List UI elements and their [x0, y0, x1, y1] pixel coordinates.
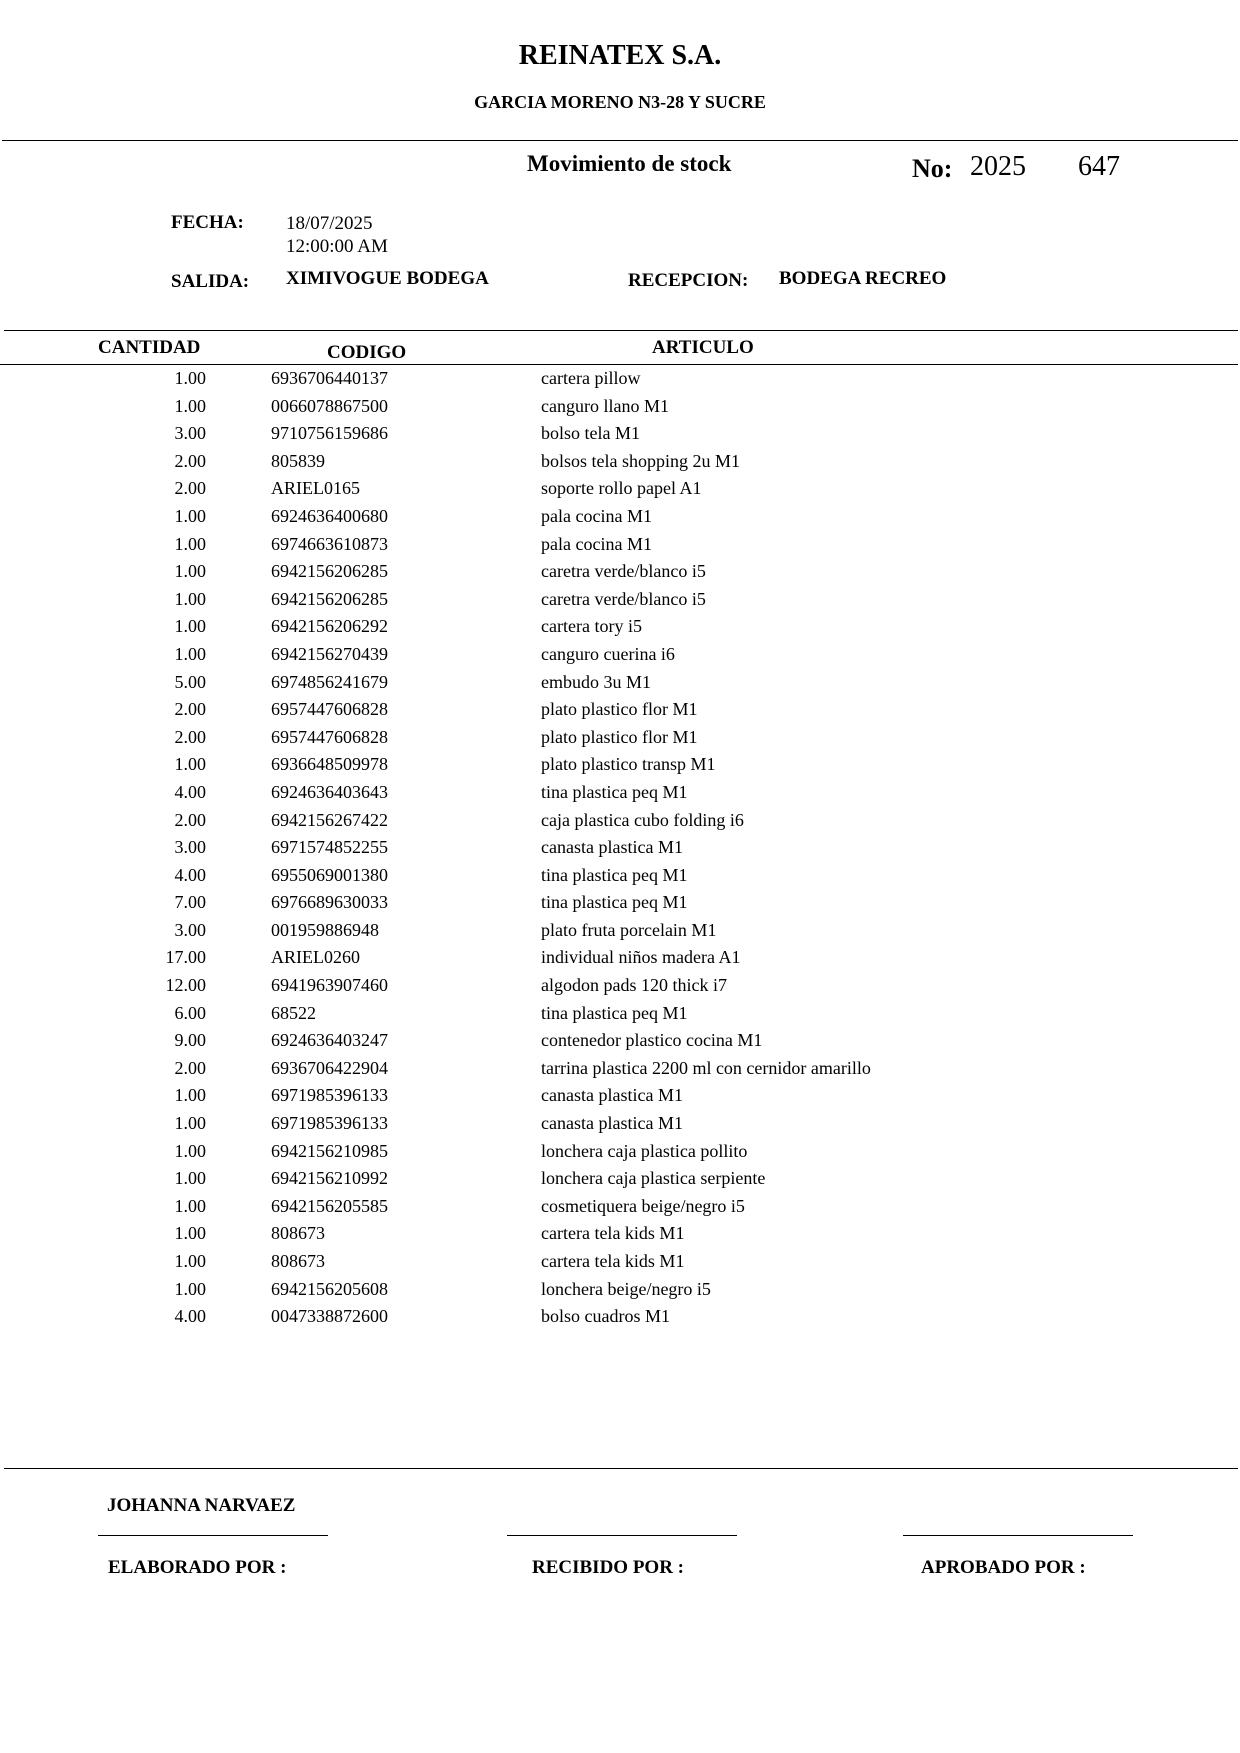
row-quantity: 2.00 [174, 699, 206, 720]
row-quantity: 1.00 [174, 754, 206, 775]
table-row [0, 1304, 1240, 1332]
row-article: tina plastica peq M1 [541, 1002, 688, 1023]
row-code: 6955069001380 [271, 864, 388, 885]
row-quantity: 2.00 [174, 478, 206, 499]
signature-line-aprobado [903, 1535, 1133, 1536]
row-article: contenedor plastico cocina M1 [541, 1030, 763, 1051]
row-quantity: 3.00 [174, 423, 206, 444]
table-row [0, 1277, 1240, 1305]
row-article: bolsos tela shopping 2u M1 [541, 450, 741, 471]
row-code: 0066078867500 [271, 395, 388, 416]
document-number-label: No: [912, 154, 953, 183]
row-code: 6942156205585 [271, 1195, 388, 1216]
row-code: 6971985396133 [271, 1085, 388, 1106]
row-quantity: 3.00 [174, 919, 206, 940]
row-article: cosmetiquera beige/negro i5 [541, 1195, 745, 1216]
row-quantity: 1.00 [174, 1113, 206, 1134]
row-quantity: 6.00 [174, 1002, 206, 1023]
row-article: tarrina plastica 2200 ml con cernidor amarillo [541, 1057, 871, 1078]
row-quantity: 1.00 [174, 1223, 206, 1244]
table-row [0, 614, 1240, 642]
table-row [0, 725, 1240, 753]
table-row [0, 449, 1240, 477]
row-article: lonchera caja plastica pollito [541, 1140, 748, 1161]
row-code: 6942156206292 [271, 616, 388, 637]
row-code: 001959886948 [271, 919, 379, 940]
row-code: 6971985396133 [271, 1113, 388, 1134]
row-quantity: 1.00 [174, 368, 206, 388]
header-divider [2, 140, 1238, 141]
row-code: 9710756159686 [271, 423, 388, 444]
row-quantity: 1.00 [174, 1168, 206, 1189]
row-article: tina plastica peq M1 [541, 781, 688, 802]
row-code: 6924636403643 [271, 781, 388, 802]
row-article: embudo 3u M1 [541, 671, 651, 692]
row-code: 6924636400680 [271, 505, 388, 526]
table-row [0, 1139, 1240, 1167]
row-code: 6942156205608 [271, 1278, 388, 1299]
document-year: 2025 [970, 151, 1026, 182]
table-row [0, 1001, 1240, 1029]
table-row [0, 697, 1240, 725]
row-quantity: 9.00 [174, 1030, 206, 1051]
row-code: 6974663610873 [271, 533, 388, 554]
table-row [0, 945, 1240, 973]
row-quantity: 1.00 [174, 395, 206, 416]
recepcion-value: BODEGA RECREO [779, 268, 947, 289]
signature-line-recibido [507, 1535, 737, 1536]
table-row [0, 1166, 1240, 1194]
row-article: cartera tory i5 [541, 616, 642, 637]
table-row [0, 1249, 1240, 1277]
row-quantity: 1.00 [174, 561, 206, 582]
row-code: 6942156267422 [271, 809, 388, 830]
row-quantity: 3.00 [174, 837, 206, 858]
table-row [0, 587, 1240, 615]
row-code: 6942156210992 [271, 1168, 388, 1189]
table-header-top-line [4, 330, 1238, 331]
row-code: 805839 [271, 450, 325, 471]
row-article: bolso tela M1 [541, 423, 640, 444]
row-article: individual niños madera A1 [541, 947, 741, 968]
column-header-codigo: CODIGO [327, 342, 407, 363]
row-article: plato plastico flor M1 [541, 699, 698, 720]
document-title: Movimiento de stock [527, 151, 732, 176]
row-article: caretra verde/blanco i5 [541, 561, 706, 582]
salida-label: SALIDA: [171, 271, 250, 292]
row-article: canguro llano M1 [541, 395, 669, 416]
row-quantity: 1.00 [174, 505, 206, 526]
row-code: 0047338872600 [271, 1306, 388, 1327]
salida-value: XIMIVOGUE BODEGA [286, 268, 489, 289]
row-quantity: 2.00 [174, 726, 206, 747]
table-row [0, 808, 1240, 836]
row-article: canasta plastica M1 [541, 1113, 683, 1134]
row-quantity: 17.00 [165, 947, 206, 968]
row-article: cartera pillow [541, 368, 641, 388]
row-article: lonchera beige/negro i5 [541, 1278, 711, 1299]
recepcion-label: RECEPCION: [628, 270, 749, 291]
fecha-time: 12:00:00 AM [286, 236, 388, 257]
row-code: 6942156206285 [271, 588, 388, 609]
aprobado-label: APROBADO POR : [921, 1557, 1086, 1578]
table-row [0, 1083, 1240, 1111]
table-row [0, 476, 1240, 504]
row-code: 68522 [271, 1002, 316, 1023]
row-code: 6971574852255 [271, 837, 388, 858]
company-name: REINATEX S.A. [518, 40, 722, 71]
row-article: plato plastico transp M1 [541, 754, 716, 775]
signature-line-elaborado [98, 1535, 328, 1536]
row-quantity: 1.00 [174, 616, 206, 637]
row-quantity: 1.00 [174, 588, 206, 609]
row-quantity: 1.00 [174, 533, 206, 554]
row-article: pala cocina M1 [541, 533, 652, 554]
table-row [0, 1221, 1240, 1249]
row-code: ARIEL0260 [271, 947, 360, 968]
row-code: 6957447606828 [271, 726, 388, 747]
table-row [0, 752, 1240, 780]
fecha-date: 18/07/2025 [286, 213, 373, 234]
row-quantity: 1.00 [174, 1085, 206, 1106]
table-row [0, 394, 1240, 422]
table-row [0, 835, 1240, 863]
table-row [0, 973, 1240, 1001]
row-code: 6942156206285 [271, 561, 388, 582]
row-quantity: 2.00 [174, 809, 206, 830]
row-code: 6976689630033 [271, 892, 388, 913]
row-quantity: 1.00 [174, 1195, 206, 1216]
table-row [0, 421, 1240, 449]
row-quantity: 1.00 [174, 643, 206, 664]
row-article: soporte rollo papel A1 [541, 478, 702, 499]
row-code: 6942156270439 [271, 643, 388, 664]
elaborado-label: ELABORADO POR : [108, 1557, 287, 1578]
row-quantity: 2.00 [174, 450, 206, 471]
row-quantity: 4.00 [174, 864, 206, 885]
row-article: plato fruta porcelain M1 [541, 919, 717, 940]
column-header-cantidad: CANTIDAD [98, 337, 201, 358]
row-code: 6936648509978 [271, 754, 388, 775]
row-code: 808673 [271, 1223, 325, 1244]
row-code: 6942156210985 [271, 1140, 388, 1161]
fecha-label: FECHA: [171, 212, 244, 233]
table-row [0, 670, 1240, 698]
company-address: GARCIA MORENO N3-28 Y SUCRE [474, 92, 766, 112]
row-article: cartera tela kids M1 [541, 1251, 685, 1271]
row-article: plato plastico flor M1 [541, 726, 698, 747]
row-quantity: 1.00 [174, 1251, 206, 1271]
table-row [0, 1194, 1240, 1222]
row-article: tina plastica peq M1 [541, 892, 688, 913]
table-row [0, 863, 1240, 891]
row-code: ARIEL0165 [271, 478, 360, 499]
table-row [0, 559, 1240, 587]
row-code: 6941963907460 [271, 975, 388, 996]
table-row [0, 1056, 1240, 1084]
row-code: 6936706440137 [271, 368, 388, 388]
row-article: caja plastica cubo folding i6 [541, 809, 744, 830]
row-code: 6974856241679 [271, 671, 388, 692]
row-code: 6924636403247 [271, 1030, 388, 1051]
document-number: 647 [1078, 151, 1120, 182]
row-quantity: 5.00 [174, 671, 206, 692]
table-row [0, 890, 1240, 918]
table-row [0, 366, 1240, 394]
footer-divider [4, 1468, 1238, 1469]
row-article: algodon pads 120 thick i7 [541, 975, 727, 996]
row-article: canguro cuerina i6 [541, 643, 675, 664]
table-row [0, 504, 1240, 532]
row-code: 6936706422904 [271, 1057, 388, 1078]
row-article: caretra verde/blanco i5 [541, 588, 706, 609]
elaborado-name: JOHANNA NARVAEZ [107, 1495, 296, 1516]
row-article: lonchera caja plastica serpiente [541, 1168, 766, 1189]
row-quantity: 1.00 [174, 1140, 206, 1161]
row-quantity: 1.00 [174, 1278, 206, 1299]
table-row [0, 532, 1240, 560]
row-article: canasta plastica M1 [541, 1085, 683, 1106]
recibido-label: RECIBIDO POR : [532, 1557, 685, 1578]
row-quantity: 7.00 [174, 892, 206, 913]
row-article: canasta plastica M1 [541, 837, 683, 858]
row-code: 6957447606828 [271, 699, 388, 720]
column-header-articulo: ARTICULO [652, 337, 754, 358]
table-header-bottom-line [0, 364, 1238, 365]
row-quantity: 4.00 [174, 1306, 206, 1327]
table-row [0, 918, 1240, 946]
table-row [0, 642, 1240, 670]
row-code: 808673 [271, 1251, 325, 1271]
row-quantity: 2.00 [174, 1057, 206, 1078]
row-article: bolso cuadros M1 [541, 1306, 670, 1327]
table-row [0, 1111, 1240, 1139]
table-body [0, 366, 1240, 1332]
row-quantity: 12.00 [165, 975, 206, 996]
row-quantity: 4.00 [174, 781, 206, 802]
table-row [0, 780, 1240, 808]
row-article: cartera tela kids M1 [541, 1223, 685, 1244]
table-row [0, 1028, 1240, 1056]
row-article: pala cocina M1 [541, 505, 652, 526]
row-article: tina plastica peq M1 [541, 864, 688, 885]
